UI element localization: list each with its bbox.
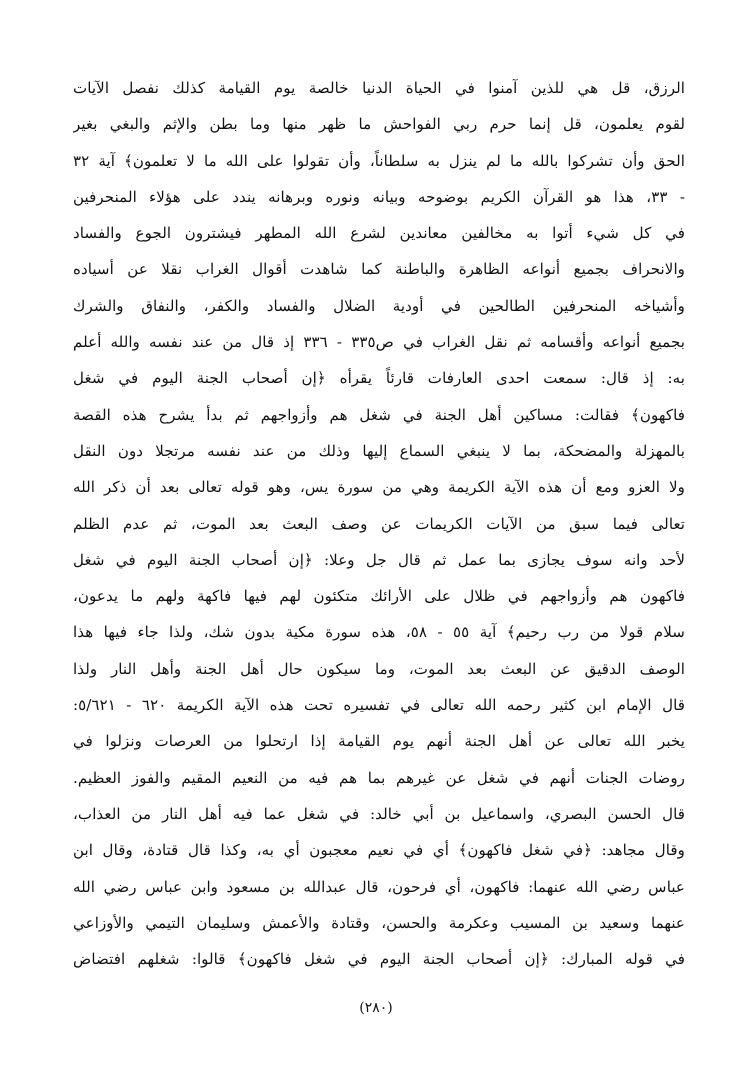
page-number: (٢٨٠) <box>359 1000 393 1016</box>
text-line: قال الإمام ابن كثير رحمه الله تعالى في تفسيره تحت هذه الآية الكريمة ٦٢٠ - ٥/٦٢١: <box>73 696 685 715</box>
text-line: عباس رضي الله عنهما: فاكهون، أي فرحون، قال عبدالله بن مسعود وابن عباس رضي الله <box>73 877 685 896</box>
text-line: به: إذ قال: سمعت احدى العارفات قارئاً يقرأه ﴿إن أصحاب الجنة اليوم في شغل <box>73 369 685 388</box>
text-line: وقال مجاهد: ﴿في شغل فاكهون﴾ أي في نعيم معجبون أي به، وكذا قال قتادة، وقال ابن <box>73 841 685 860</box>
text-line: عنهما وسعيد بن المسيب وعكرمة والحسن، وقتادة والأعمش وسليمان التيمي والأوزاعي <box>73 913 685 932</box>
text-line: لأحد وانه سوف يجازى بما عمل ثم قال جل وعلا: ﴿إن أصحاب الجنة اليوم في شغل <box>73 550 685 569</box>
text-line: فاكهون﴾ فقالت: مساكين أهل الجنة في شغل هم وأزواجهم ثم بدأ يشرح هذه القصة <box>73 405 685 424</box>
text-line: لقوم يعلمون، قل إنما حرم ربي الفواحش ما ظهر منها وما بطن والإثم والبغي بغير <box>73 115 685 134</box>
text-line: وأشياخه المنحرفين الطالحين في أودية الضلال والفساد والكفر، والنفاق والشرك <box>73 296 685 315</box>
text-line: تعالى فيما سبق من الآيات الكريمات عن وصف البعث بعد الموت، ثم عدم الظلم <box>73 514 685 533</box>
text-line: قال الحسن البصري، واسماعيل بن أبي خالد: في شغل عما فيه أهل النار من العذاب، <box>73 804 685 823</box>
text-line: في كل شيء أتوا به مخالفين معاندين لشرع الله المطهر فيشترون الجوع والفساد <box>73 224 685 243</box>
text-line: فاكهون هم وأزواجهم في ظلال على الأرائك متكئون لهم فيها فاكهة ولهم ما يدعون، <box>73 587 685 606</box>
text-line: سلام قولا من رب رحيم﴾ آية ٥٥ - ٥٨، هذه سورة مكية بدون شك، ولذا جاء فيها هذا <box>73 623 685 642</box>
text-line: - ٣٣، هذا هو القرآن الكريم بوضوحه وبيانه ونوره وبرهانه يندد على هؤلاء المنحرفين <box>73 187 685 206</box>
text-line: يخبر الله تعالى عن أهل الجنة أنهم يوم القيامة إذا ارتحلوا من العرصات ونزلوا في <box>73 732 685 751</box>
text-line: بالمهزلة والمضحكة، بما لا ينبغي السماع إليها وذلك من عند نفسه مرتجلا دون النقل <box>73 441 685 460</box>
text-line: الرزق، قل هي للذين آمنوا في الحياة الدنيا خالصة يوم القيامة كذلك نفصل الآيات <box>73 79 685 97</box>
text-line: ولا العزو ومع أن هذه الآية الكريمة وهي من سورة يس، وهو قوله تعالى بعد أن ذكر الله <box>73 478 685 497</box>
text-line: روضات الجنات أنهم في شغل عن غيرهم بما هم فيه من النعيم المقيم والفوز العظيم. <box>73 768 685 787</box>
body-text <box>73 70 685 970</box>
text-line: في قوله المبارك: ﴿إن أصحاب الجنة اليوم في شغل فاكهون﴾ قالوا: شغلهم افتضاض <box>73 950 685 969</box>
text-line: بجميع أنواعه وأقسامه ثم نقل الغراب في ص٣٣٥ - ٣٣٦ إذ قال من عند نفسه والله أعلم <box>73 333 685 352</box>
text-line: الحق وأن تشركوا بالله ما لم ينزل به سلطاناً، وأن تقولوا على الله ما لا تعلمون﴾ آية ٣٢ <box>73 151 685 170</box>
text-line: والانحراف بجميع أنواعه الظاهرة والباطنة كما شاهدت أقوال الغراب نقلا عن أسياده <box>73 260 685 279</box>
text-line: الوصف الدقيق عن البعث بعد الموت، وما سيكون حال أهل الجنة وأهل النار ولذا <box>73 659 685 678</box>
